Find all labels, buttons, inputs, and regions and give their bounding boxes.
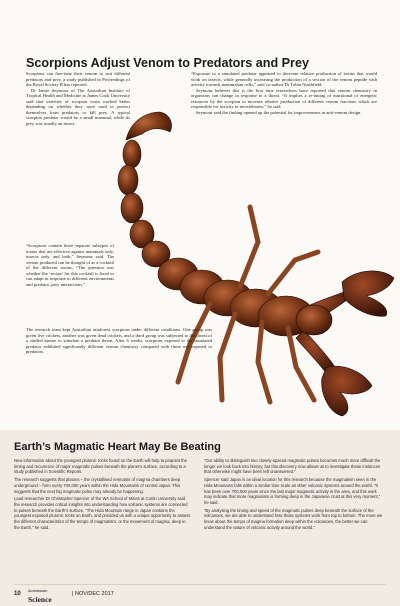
paragraph: The research team kept Australian rainforest scorpions under different conditions. One group was given live crickets, another was given dead crickets, and a third group was subjected to the threat of a stuffed mouse to simulate a predator threat. After 6 weeks, scorpions exposed to the simulated predator exhibited significantly different venom chemistry compared with those not exposed to predators.	[26, 327, 212, 355]
scorpion-photo	[90, 82, 400, 422]
article2-col1	[14, 458, 192, 532]
article2-col2	[204, 458, 384, 532]
paragraph: New information about the youngest plutonic rocks found on the Earth will help to pinpoint the timing and recurrence of major magmatic pulses beneath the planet’s surface, according to a study published in Scientific Reports.	[14, 458, 187, 475]
paragraph: Lead researcher Dr Christopher Spencer of the WA School of Mines at Curtin University said the research provides critical insights into understanding how volcanic systems are connected to pulses beneath the Earth’s surface. “The Hida Mountain range in Japan contains the youngest exposed plutonic rocks on Earth, and provided us with a unique opportunity to assess the different characteristics of the tempo of magmatism, or the movement of magma, deep in the Earth,” he said.	[14, 496, 191, 530]
paragraph: “Our ability to distinguish two closely-spaced magmatic pulses becomes much more difficult the longer we look back into history, but this discovery now allows us to investigate these instances that otherwise might have been left unanswered.”	[204, 458, 381, 475]
issue-label: NOV/DEC 2017	[74, 591, 114, 597]
article-title: Scorpions Adjust Venom to Predators and Prey	[26, 56, 309, 70]
page-number: 10	[14, 591, 21, 597]
article1-col1	[26, 71, 130, 126]
paragraph: Scorpions can fine-tune their venom to suit different predators and prey, a study published in Proceedings of the Royal Society B has reported.	[26, 71, 130, 88]
paragraph: “Scorpions contain three separate subtypes of toxins that are effective against mammals only, insects only, and both,” Seymour said. The venom produced can be thought of as a cocktail of the different toxins. “The question was whether the ‘recipe’ for this cocktail is fixed or can adapt in response to different environments and predator–prey interactions.”	[26, 243, 114, 287]
article1-col2	[26, 243, 114, 287]
paragraph: The research suggests that plutons – the crystallised remnants of magma chambers deep underground – form every 700,000 years within the Hida Mountains of central Japan. This suggests that the next big magmatic pulse may already be happening.	[14, 477, 181, 494]
paragraph: “By analysing the timing and speed of the magmatic pulses deep beneath the surface of the volcanoes, we are able to understand how those systems work from top to bottom. The more we know about the tempo of magma formation deep within the volcanoes, the better we can understand the nature of volcanic activity around the world.”	[204, 507, 383, 530]
paragraph: “Exposure to a simulated predator appeared to decrease relative production of toxins that would work on insects, while generally increasing the production of a section of the venom peptide with activity towards mammalian cells,” said co-author Dr Tobin Northfield.	[191, 71, 377, 88]
article-title: Earth’s Magmatic Heart May Be Beating	[14, 441, 221, 453]
logo-prefix: Australasian	[28, 589, 48, 593]
paragraph: Spencer said Japan is an ideal location for this research because the magmatism seen in the Hida Mountains falls within a similar time scale as other volcanic systems around the world. “It has been over 700,000 years since the last major magmatic activity in the area, and this work may indicate that more magmatism is forming deep in the Japanese crust at this very moment,” he said.	[204, 477, 381, 505]
paragraph: Seymour believes this is the first time researchers have reported that venom chemistry in organisms can change in response to a threat. “It implies a re-tuning of nutritional or energetic resources by the scorpion to increase relative production of different venom fractions which are responsible for toxicity to invertebrates,” he said.	[191, 87, 377, 110]
issue-date	[72, 591, 114, 597]
footer-divider	[14, 584, 386, 585]
footer-separator: |	[72, 591, 74, 597]
paragraph: Dr Jamie Seymour of The Australian Institute of Tropical Health and Medicine at James Cook University said that varieties of scorpion toxin worked better depending on whether they were used to protect themselves from predators or kill prey. A typical scorpion predator would be a small mammal, while its prey was usually an insect.	[26, 87, 130, 126]
article1-col-right	[191, 71, 377, 115]
paragraph: Seymour said the finding opened up the potential for improvements in anti-venom design.	[196, 109, 362, 115]
logo-name: Science	[28, 595, 52, 604]
article1-col3	[26, 327, 212, 355]
magazine-logo	[28, 589, 52, 604]
